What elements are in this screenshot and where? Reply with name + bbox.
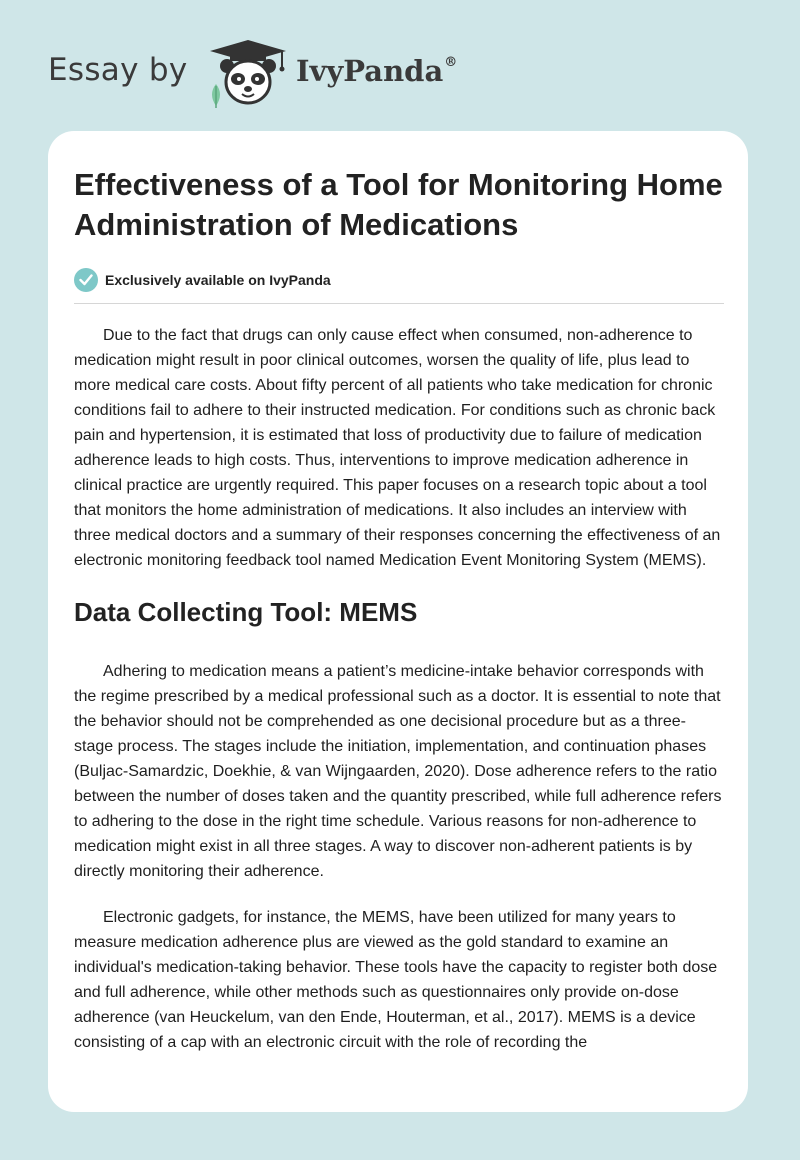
checkmark-icon [74,268,98,292]
site-header [48,30,508,110]
brand-name[interactable]: IvyPanda® [296,54,458,88]
article-title: Effectiveness of a Tool for Monitoring Home Administration of Medications [74,167,723,242]
title-divider [74,303,724,304]
paragraph-electronic-gadgets: Electronic gadgets, for instance, the MEMS, have been utilized for many years to measure medication adherence plus are viewed as the gold standard to examine an individual's medication-taking behavior. These tools have the capacity to register both dose and full adherence, while other methods such as questionnaires only provide on-dose adherence (van Heuckelum, van den Ende, Houterman, et al., 2017). MEMS is a device consisting of a cap with an electronic circuit with the role of recording the [74,909,718,1051]
exclusive-badge [74,267,724,293]
paragraph-intro: Due to the fact that drugs can only cause effect when consumed, non-adherence to medication might result in poor clinical outcomes, worsen the quality of life, plus lead to more medical care costs. About fifty percent of all patients who take medication for chronic conditions fail to adhere to their instructed medication. For conditions such as chronic back pain and hypertension, it is estimated that loss of productivity due to failure of medication adherence leads to high costs. Thus, interventions to improve medication adherence in clinical practice are urgently required. This paper focuses on a research topic about a tool that monitors the home administration of medications. It also includes an interview with three medical doctors and a summary of their responses concerning the effectiveness of an electronic monitoring feedback tool named Medication Event Monitoring System (MEMS). [74,327,721,569]
panda-logo-icon[interactable] [202,36,294,110]
section-heading: Data Collecting Tool: MEMS [74,597,418,627]
article-card [48,131,748,1112]
exclusive-badge-text: Exclusively available on IvyPanda [105,272,331,288]
essay-by-label: Essay by [48,52,188,88]
article-content [74,165,724,1055]
paragraph-adherence: Adhering to medication means a patient’s medicine-intake behavior corresponds with the regime prescribed by a medical professional such as a doctor. It is essential to note that the behavior should not be comprehended as one decisional procedure but as a three-stage process. The stages include the initiation, implementation, and continuation phases (Buljac-Samardzic, Doekhie, & van Wijngaarden, 2020). Dose adherence refers to the ratio between the number of doses taken and the quantity prescribed, while full adherence refers to adhering to the dose in the right time schedule. Various reasons for non-adherence to medication might exist in all three stages. A way to discover non-adherent patients is by directly monitoring their adherence. [74,663,722,880]
trademark-symbol: ® [444,55,458,71]
